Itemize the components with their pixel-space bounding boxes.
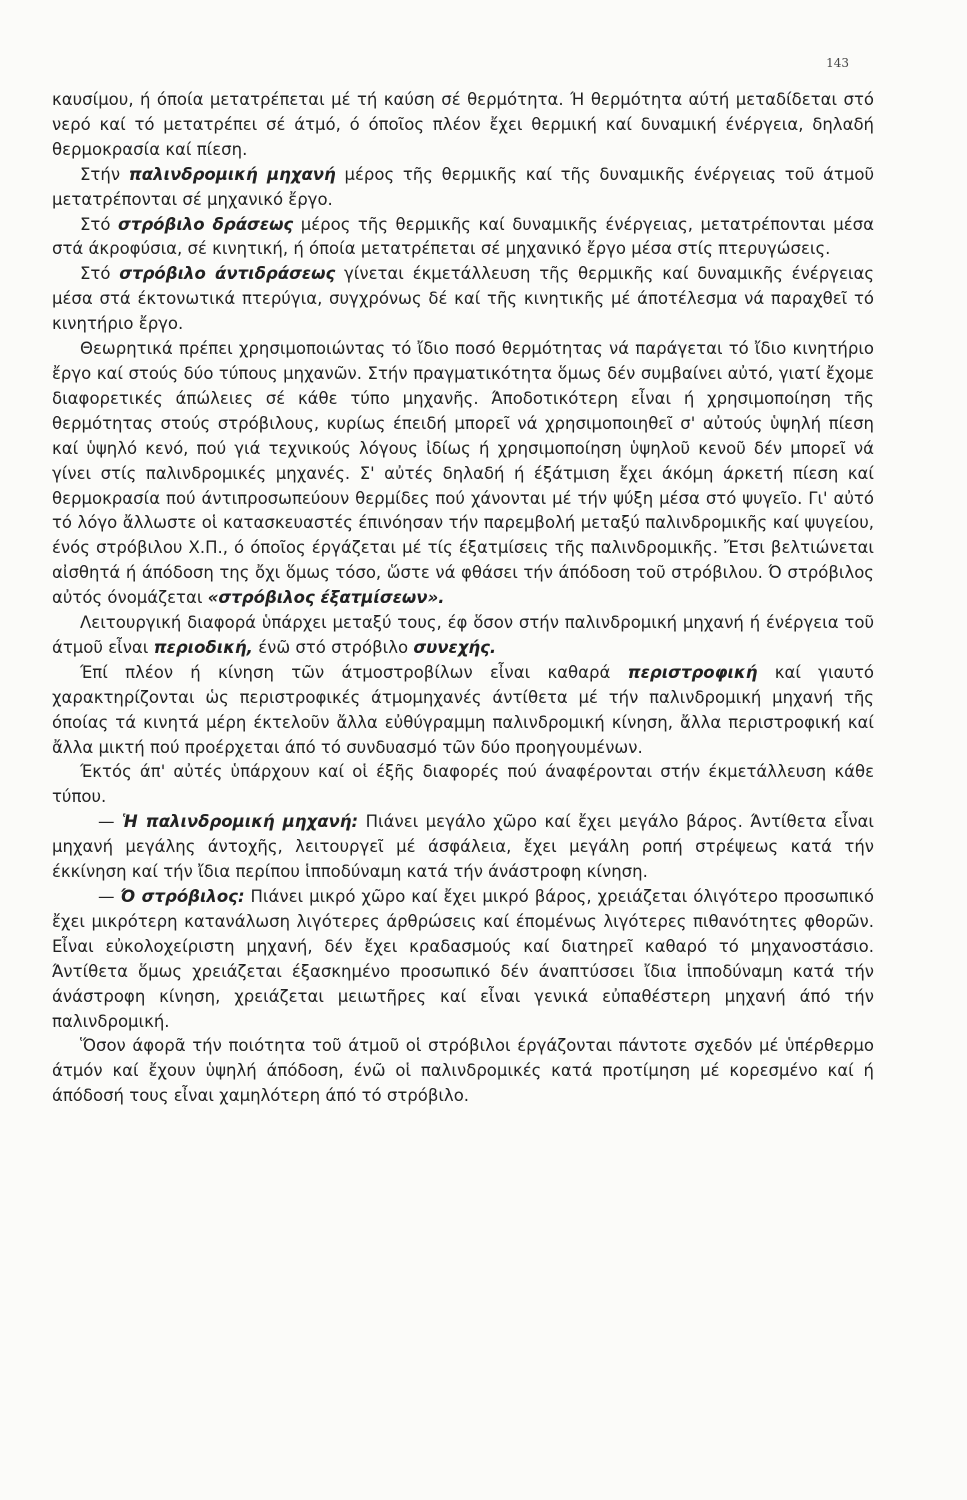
paragraph-intro: καυσίμου, ή όποία μετατρέπεται μέ τή καύση σέ θερμότητα. Ή θερμότητα αύτή μεταδίδεται στό νερό καί τό μετατρέπει σέ άτμό, ό όποῖος πλέον ἔχει θερμική καί δυναμική ένέργεια, δηλαδή θερμοκρασία καί πίεση. (52, 90, 874, 159)
term-reciprocating-engine: παλινδρομική μηχανή (128, 164, 336, 184)
body-text (52, 88, 874, 1109)
term-continuous: συνεχής. (413, 637, 497, 657)
paragraph-impulse-turbine: Στό στρόβιλο δράσεως μέρος τῆς θερμικῆς καί δυναμικῆς ένέργειας, μετατρέπονται μέσα στά άκροφύσια, σέ κινητική, ή όποία μετατρέπεται σέ μηχανικό ἔργο μέσα στίς πτερυγώσεις. (52, 214, 874, 259)
term-impulse-turbine: στρόβιλο δράσεως (117, 214, 294, 234)
paragraph-rotary-motion: Έπί πλέον ή κίνηση τῶν άτμοστροβίλων εἶναι καθαρά περιστροφική καί γιαυτό χαρακτηρίζονται ὡς περιστροφικές άτμομηχανές άντίθετα μέ τήν παλινδρομική μηχανή τῆς όποίας τά κινητά μέρη έκτελοῦν ἄλλα εὐθύγραμμη παλινδρομική κίνηση, ἄλλα περιστροφική καί ἄλλα μικτή πού προέρχεται άπό τό συνδυασμό τῶν δύο προηγουμένων. (52, 662, 874, 757)
paragraph-reciprocating-traits: — Ἡ παλινδρομική μηχανή: Πιάνει μεγάλο χῶρο καί ἔχει μεγάλο βάρος. Άντίθετα εἶναι μηχανή μεγάλης άντοχῆς, λειτουργεῖ μέ άσφάλεια, ἔχει μεγάλη ροπή στρέψεως κατά τήν έκκίνηση καί τήν ἴδια περίπου ἱπποδύναμη κατά τήν άνάστροφη κίνηση. (52, 812, 874, 882)
paragraph-steam-quality: Ὅσον άφορᾶ τήν ποιότητα τοῦ άτμοῦ οἱ στρόβιλοι έργάζονται πάντοτε σχεδόν μέ ὑπέρθερμο άτμόν καί ἔχουν ὑψηλή άπόδοση, ένῶ οἱ παλινδρομικές κατά προτίμηση μέ κορεσμένο καί ή άπόδοσή τους εἶναι χαμηλότερη άπό τό στρόβιλο. (52, 1036, 874, 1106)
paragraph-turbine-traits: — Ό στρόβιλος: Πιάνει μικρό χῶρο καί ἔχει μικρό βάρος, χρειάζεται όλιγότερο προσωπικό ἔχει μικρότερη κατανάλωση λιγότερες άρθρώσεις καί έπομένως λιγότερες πιθανότητες φθορῶν. Εἶναι εὐκολοχείριστη μηχανή, δέν ἔχει κραδασμούς καί διατηρεῖ καθαρό τό μηχανοστάσιο. Άντίθετα ὅμως χρειάζεται έξασκημένο προσωπικό δέν άναπτύσσει ἴδια ἱπποδύναμη κατά τήν άνάστροφη κίνηση, χρειάζεται μειωτῆρες καί εἶναι γενικά εὐπαθέστερη μηχανή άπό τήν παλινδρομική. (52, 887, 874, 1031)
term-reciprocating-heading: Ἡ παλινδρομική μηχανή: (121, 812, 359, 832)
term-reaction-turbine: στρόβιλο άντιδράσεως (119, 264, 336, 284)
term-turbine-heading: Ό στρόβιλος: (120, 887, 245, 906)
paragraph-reciprocating: Στήν παλινδρομική μηχανή μέρος τῆς θερμικῆς καί τῆς δυναμικῆς ένέργειας τοῦ άτμοῦ μετατρέπονται σέ μηχανικό ἔργο. (52, 164, 874, 209)
term-rotary: περιστροφική (627, 662, 758, 682)
paragraph-reaction-turbine: Στό στρόβιλο άντιδράσεως γίνεται έκμετάλλευση τῆς θερμικῆς καί δυναμικῆς ένέργειας μέσα στά έκτονωτικά πτερύγια, συγχρόνως δέ καί τῆς κινητικῆς μέ άποτέλεσμα νά παραχθεῖ τό κινητήριο ἔργο. (52, 264, 875, 334)
paragraph-other-differences: Έκτός άπ' αὐτές ὑπάρχουν καί οἱ έξῆς διαφορές πού άναφέρονται στήν έκμετάλλευση κάθε τύπου. (52, 762, 874, 807)
paragraph-efficiency: Θεωρητικά πρέπει χρησιμοποιώντας τό ἴδιο ποσό θερμότητας νά παράγεται τό ἴδιο κινητήριο ἔργο καί στούς δύο τύπους μηχανῶν. Στήν πραγματικότητα ὅμως δέν συμβαίνει αὐτό, γιατί ἔχομε διαφορετικές άπώλειες σέ κάθε τύπο μηχανῆς. Άποδοτικότερη εἶναι ή χρησιμοποίηση τῆς θερμότητας στούς στρόβιλους, κυρίως έπειδή μπορεῖ νά χρησιμοποιηθεῖ σ' αὐτούς ὑψηλή πίεση καί ὑψηλό κενό, πού γιά τεχνικούς λόγους ἰδίως ή χρησιμοποίηση ὑψηλοῦ κενοῦ δέν μπορεῖ νά γίνει στίς παλινδρομικές μηχανές. Σ' αὐτές δηλαδή ή έξάτμιση ἔχει άκόμη άρκετή πίεση καί θερμοκρασία πού άντιπροσωπεύουν θερμίδες πού χάνονται μέ τήν ψύξη μέσα στό ψυγεῖο. Γι' αὐτό τό λόγο ἄλλωστε οἱ κατασκευαστές έπινόησαν τήν παρεμβολή μεταξύ παλινδρομικῆς καί ψυγείου, ένός στρόβιλου Χ.Π., ό όποῖος έργάζεται μέ τίς έξατμίσεις τῆς παλινδρομικῆς. Ἔτσι βελτιώνεται αἰσθητά ή άπόδοση της ὄχι ὅμως τόσο, ὥστε νά φθάσει τήν άπόδοση τοῦ στρόβιλου. Ό στρόβιλος αὐτός όνομάζεται «στρόβιλος έξατμίσεων». (52, 339, 874, 608)
term-exhaust-turbine: «στρόβιλος έξατμίσεων». (207, 588, 445, 608)
term-periodic: περιοδική, (153, 637, 253, 657)
paragraph-operational-difference: Λειτουργική διαφορά ὑπάρχει μεταξύ τους, έφ ὅσον στήν παλινδρομική μηχανή ή ένέργεια τοῦ άτμοῦ εἶναι περιοδική, ένῶ στό στρόβιλο συνεχής. (52, 613, 874, 657)
page-number: 143 (826, 56, 849, 70)
